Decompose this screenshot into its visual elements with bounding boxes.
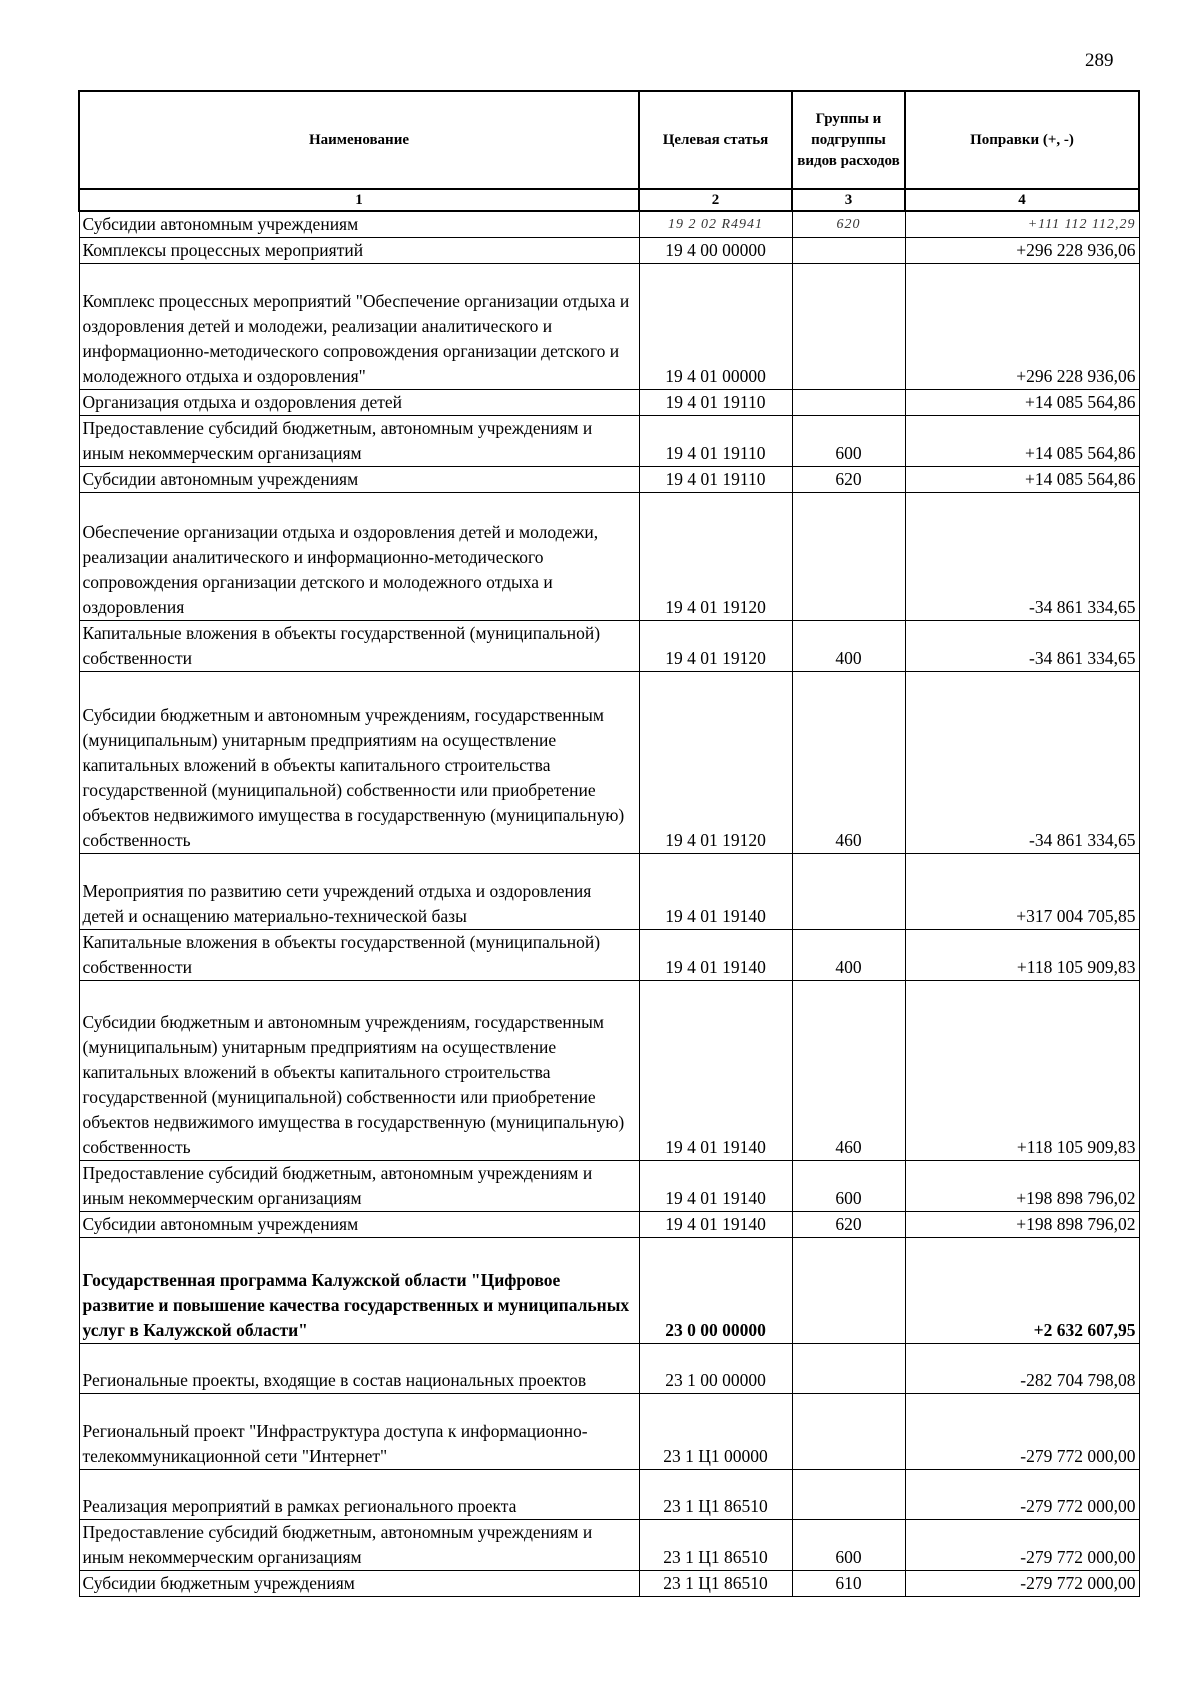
cell-name: Организация отдыха и оздоровления детей bbox=[79, 390, 639, 416]
cell-amount: +296 228 936,06 bbox=[905, 238, 1139, 264]
cell-group: 460 bbox=[792, 981, 905, 1161]
cell-amount: -34 861 334,65 bbox=[905, 493, 1139, 621]
header-code: Целевая статья bbox=[639, 91, 792, 189]
table-row bbox=[79, 1470, 1139, 1520]
cell-code: 19 4 00 00000 bbox=[639, 238, 792, 264]
cell-name: Капитальные вложения в объекты государственной (муниципальной) собственности bbox=[79, 930, 639, 981]
cell-code: 19 4 01 19120 bbox=[639, 672, 792, 854]
cell-name: Субсидии автономным учреждениям bbox=[79, 467, 639, 493]
header-num-3: 3 bbox=[792, 189, 905, 211]
cell-code: 19 4 01 00000 bbox=[639, 264, 792, 390]
table-row bbox=[79, 621, 1139, 672]
cell-name: Предоставление субсидий бюджетным, автономным учреждениям и иным некоммерческим организациям bbox=[79, 416, 639, 467]
cell-amount: -279 772 000,00 bbox=[905, 1470, 1139, 1520]
header-num-1: 1 bbox=[79, 189, 639, 211]
table-row bbox=[79, 930, 1139, 981]
header-name: Наименование bbox=[79, 91, 639, 189]
cell-amount: +198 898 796,02 bbox=[905, 1161, 1139, 1212]
cell-name: Комплекс процессных мероприятий "Обеспечение организации отдыха и оздоровления детей и молодежи, реализации аналитического и информационно-методического сопровождения организации детского и молодежного отдыха и оздоровления" bbox=[79, 264, 639, 390]
table-row bbox=[79, 981, 1139, 1161]
cell-group: 620 bbox=[792, 467, 905, 493]
table-row bbox=[79, 1394, 1139, 1470]
table-row bbox=[79, 416, 1139, 467]
cell-group: 400 bbox=[792, 621, 905, 672]
header-amount: Поправки (+, -) bbox=[905, 91, 1139, 189]
cell-amount: +14 085 564,86 bbox=[905, 467, 1139, 493]
table-row bbox=[79, 264, 1139, 390]
cell-amount: +14 085 564,86 bbox=[905, 416, 1139, 467]
cell-amount: -282 704 798,08 bbox=[905, 1344, 1139, 1394]
cell-group: 460 bbox=[792, 672, 905, 854]
cell-amount: +2 632 607,95 bbox=[905, 1238, 1139, 1344]
cell-amount: +296 228 936,06 bbox=[905, 264, 1139, 390]
cell-group: 400 bbox=[792, 930, 905, 981]
cell-code: 19 4 01 19140 bbox=[639, 1212, 792, 1238]
cell-group bbox=[792, 493, 905, 621]
cell-amount: +198 898 796,02 bbox=[905, 1212, 1139, 1238]
table-row bbox=[79, 1238, 1139, 1344]
table-row bbox=[79, 1161, 1139, 1212]
cell-group: 600 bbox=[792, 1520, 905, 1571]
cell-code: 19 4 01 19140 bbox=[639, 981, 792, 1161]
cell-group: 600 bbox=[792, 1161, 905, 1212]
page-number: 289 bbox=[1085, 50, 1114, 71]
cell-name: Комплексы процессных мероприятий bbox=[79, 238, 639, 264]
cell-name: Региональный проект "Инфраструктура доступа к информационно-телекоммуникационной сети "Интернет" bbox=[79, 1394, 639, 1470]
table-body bbox=[79, 211, 1139, 1597]
table-row bbox=[79, 238, 1139, 264]
cell-code: 19 4 01 19140 bbox=[639, 930, 792, 981]
cell-amount: -34 861 334,65 bbox=[905, 621, 1139, 672]
table-row bbox=[79, 390, 1139, 416]
cell-amount: +111 112 112,29 bbox=[905, 211, 1139, 238]
cell-code: 23 1 Ц1 86510 bbox=[639, 1520, 792, 1571]
cell-group: 620 bbox=[792, 211, 905, 238]
cell-code: 23 1 00 00000 bbox=[639, 1344, 792, 1394]
cell-amount: -34 861 334,65 bbox=[905, 672, 1139, 854]
budget-table bbox=[78, 90, 1140, 1597]
cell-code: 19 4 01 19140 bbox=[639, 1161, 792, 1212]
cell-code: 19 4 01 19110 bbox=[639, 467, 792, 493]
cell-group bbox=[792, 238, 905, 264]
cell-name: Субсидии бюджетным и автономным учреждениям, государственным (муниципальным) унитарным предприятиям на осуществление капитальных вложений в объекты капитального строительства государственной (муниципальной) собственности или приобретение объектов недвижимого имущества в государственную (муниципальную) собственность bbox=[79, 672, 639, 854]
cell-code: 23 0 00 00000 bbox=[639, 1238, 792, 1344]
cell-name: Капитальные вложения в объекты государственной (муниципальной) собственности bbox=[79, 621, 639, 672]
cell-code: 23 1 Ц1 86510 bbox=[639, 1571, 792, 1597]
table-row bbox=[79, 854, 1139, 930]
cell-code: 23 1 Ц1 00000 bbox=[639, 1394, 792, 1470]
cell-name: Субсидии бюджетным учреждениям bbox=[79, 1571, 639, 1597]
cell-name: Предоставление субсидий бюджетным, автономным учреждениям и иным некоммерческим организациям bbox=[79, 1520, 639, 1571]
cell-group: 610 bbox=[792, 1571, 905, 1597]
cell-code: 19 4 01 19140 bbox=[639, 854, 792, 930]
cell-group bbox=[792, 390, 905, 416]
cell-code: 19 4 01 19110 bbox=[639, 390, 792, 416]
cell-group bbox=[792, 1394, 905, 1470]
cell-group bbox=[792, 264, 905, 390]
header-num-2: 2 bbox=[639, 189, 792, 211]
cell-amount: +14 085 564,86 bbox=[905, 390, 1139, 416]
cell-code: 19 4 01 19120 bbox=[639, 621, 792, 672]
table-row bbox=[79, 1344, 1139, 1394]
cell-code: 23 1 Ц1 86510 bbox=[639, 1470, 792, 1520]
table-row bbox=[79, 211, 1139, 238]
cell-amount: +118 105 909,83 bbox=[905, 930, 1139, 981]
table-row bbox=[79, 672, 1139, 854]
table-row bbox=[79, 493, 1139, 621]
table-row bbox=[79, 467, 1139, 493]
cell-name: Субсидии автономным учреждениям bbox=[79, 1212, 639, 1238]
cell-group bbox=[792, 1238, 905, 1344]
cell-name: Обеспечение организации отдыха и оздоровления детей и молодежи, реализации аналитического и информационно-методического сопровождения организации детского и молодежного отдыха и оздоровления bbox=[79, 493, 639, 621]
cell-amount: -279 772 000,00 bbox=[905, 1571, 1139, 1597]
table-row bbox=[79, 1520, 1139, 1571]
cell-group bbox=[792, 854, 905, 930]
cell-amount: +118 105 909,83 bbox=[905, 981, 1139, 1161]
table-row bbox=[79, 1571, 1139, 1597]
cell-name: Региональные проекты, входящие в состав национальных проектов bbox=[79, 1344, 639, 1394]
cell-code: 19 4 01 19120 bbox=[639, 493, 792, 621]
header-num-4: 4 bbox=[905, 189, 1139, 211]
cell-code: 19 2 02 R4941 bbox=[639, 211, 792, 238]
cell-amount: +317 004 705,85 bbox=[905, 854, 1139, 930]
cell-amount: -279 772 000,00 bbox=[905, 1520, 1139, 1571]
cell-group: 600 bbox=[792, 416, 905, 467]
table-row bbox=[79, 1212, 1139, 1238]
cell-name: Субсидии автономным учреждениям bbox=[79, 211, 639, 238]
cell-name: Мероприятия по развитию сети учреждений отдыха и оздоровления детей и оснащению материально-технической базы bbox=[79, 854, 639, 930]
cell-name: Реализация мероприятий в рамках регионального проекта bbox=[79, 1470, 639, 1520]
cell-name: Предоставление субсидий бюджетным, автономным учреждениям и иным некоммерческим организациям bbox=[79, 1161, 639, 1212]
cell-code: 19 4 01 19110 bbox=[639, 416, 792, 467]
cell-group: 620 bbox=[792, 1212, 905, 1238]
header-group: Группы и подгруппы видов расходов bbox=[792, 91, 905, 189]
cell-name: Субсидии бюджетным и автономным учреждениям, государственным (муниципальным) унитарным предприятиям на осуществление капитальных вложений в объекты капитального строительства государственной (муниципальной) собственности или приобретение объектов недвижимого имущества в государственную (муниципальную) собственность bbox=[79, 981, 639, 1161]
cell-group bbox=[792, 1470, 905, 1520]
cell-name: Государственная программа Калужской области "Цифровое развитие и повышение качества государственных и муниципальных услуг в Калужской области" bbox=[79, 1238, 639, 1344]
cell-group bbox=[792, 1344, 905, 1394]
cell-amount: -279 772 000,00 bbox=[905, 1394, 1139, 1470]
